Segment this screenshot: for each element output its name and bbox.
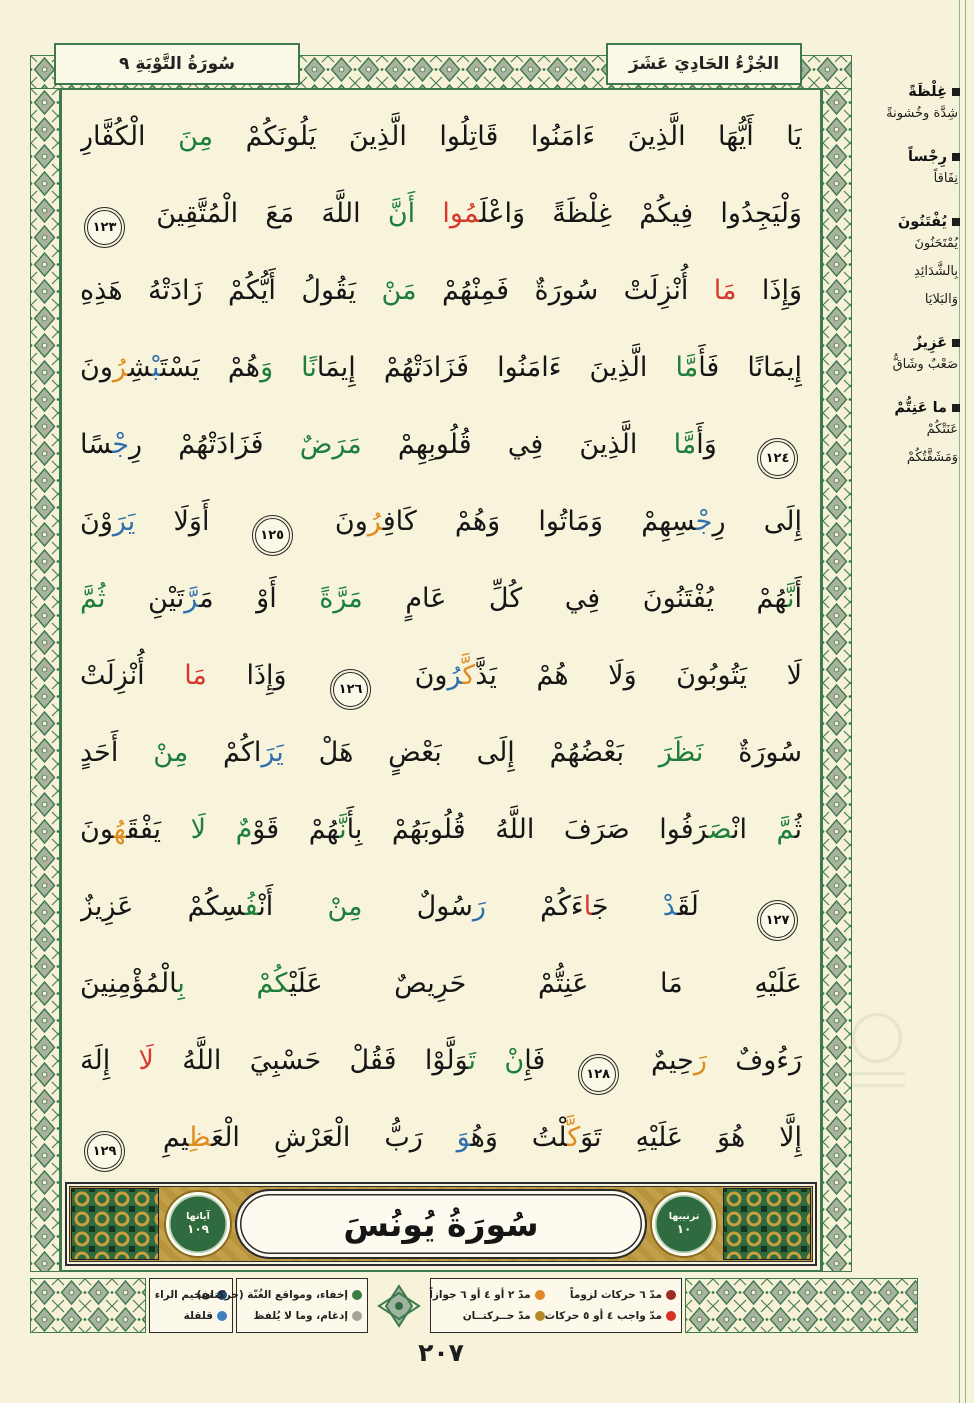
quran-word-segment: رَءُوفٌ <box>706 1045 802 1076</box>
quran-word-segment: مَنْ <box>381 275 417 306</box>
quran-word-segment: نًا وَ <box>260 352 317 383</box>
quran-word-segment: سًا <box>80 429 113 460</box>
quran-word-segment: هُمْ يُفْتَنُونَ فِي كُلِّ عَامٍ <box>362 583 787 614</box>
order-value: ١٠ <box>676 1222 692 1237</box>
page-number: ٢٠٧ <box>418 1338 464 1367</box>
ayah-end-marker: ١٢٧ <box>760 903 795 938</box>
gloss-meaning: عَنَتْكُمْ <box>926 421 958 437</box>
quran-word-segment: مِنْ <box>153 737 189 768</box>
quran-word-segment: وْنَ <box>80 506 113 537</box>
legend-label: تفخيم الراء <box>154 1289 213 1302</box>
quran-word-segment: حِيمٌ <box>622 1045 694 1076</box>
quran-word-segment: هُمْ قَوْ <box>252 814 340 845</box>
gloss-word: غِلْظَةً <box>858 84 960 100</box>
juz-name-label: الجُزْءُ الحَادِيَ عَشَرَ <box>628 54 780 74</box>
quran-word-segment: ا <box>583 891 592 922</box>
quran-word-segment: فُ <box>244 891 259 922</box>
legend-border-pattern-left <box>30 1278 146 1333</box>
quran-word-segment: وَإِذَا <box>206 660 327 691</box>
quran-word-segment: مٌ لَا <box>190 814 253 845</box>
quran-word-segment: وَلَّوْا فَقُلْ حَسْبِيَ اللَّهُ <box>153 1045 469 1076</box>
tajweed-legend <box>30 1278 918 1333</box>
quran-word-segment: ثُ <box>794 814 802 845</box>
quran-word-segment: سِهِمْ وَمَاتُوا وَهُمْ كَافِ <box>382 506 696 537</box>
square-bullet-icon <box>952 339 960 347</box>
quran-word-segment: إِلَّا هُوَ عَلَيْهِ تَوَ <box>580 1122 802 1153</box>
quran-word-segment: لَقَ <box>676 891 754 922</box>
banner-knot-right <box>723 1188 811 1260</box>
gloss-meaning: نِفَاقاً <box>933 170 958 186</box>
quran-word-segment: كَّ <box>462 660 476 691</box>
page-edge-line <box>959 0 966 1403</box>
gloss-meaning: يُمْتَحَنُونَ <box>914 235 958 251</box>
legend-item <box>545 1310 676 1322</box>
legend-color-dot <box>352 1311 362 1321</box>
quran-word-segment: سِكُمْ عَزِيزٌ <box>80 891 245 922</box>
quran-word-segment: مَرَضٌ <box>299 429 362 460</box>
quran-word-segment: رَبُّ الْعَرْشِ الْعَ <box>211 1122 457 1153</box>
quran-line <box>80 175 802 252</box>
quran-word-segment: رُ <box>112 352 128 383</box>
gloss-word: رِجْساً <box>858 149 960 165</box>
quran-word-segment: صَ <box>708 814 732 845</box>
legend-border-pattern-right <box>685 1278 918 1333</box>
quran-word-segment: رَ <box>472 891 486 922</box>
surah-title-cartouche <box>235 1189 647 1259</box>
quran-word-segment: نَّ <box>786 583 795 614</box>
quran-word-segment: يَرَ <box>112 506 136 537</box>
ayat-count-label: آياتها <box>186 1210 210 1222</box>
quran-word-segment: الْكُفَّارِ <box>80 121 179 152</box>
quran-word-segment: رَّ <box>184 583 200 614</box>
gloss-meaning: وَمَشَقَّتُكُمْ <box>906 449 958 465</box>
quran-word-segment: مِنَ <box>178 121 214 152</box>
legend-box-madd <box>430 1278 682 1333</box>
quran-word-segment: مَا <box>184 660 207 691</box>
ayah-end-marker: ١٢٩ <box>87 1134 122 1169</box>
legend-label: مدّ ٦ حركات لزوماً <box>569 1289 662 1302</box>
quran-word-segment: عَلَيْهِ مَا عَنِتُّمْ حَرِيصٌ عَلَيْ <box>289 968 802 999</box>
quran-word-segment: أَوْ مَ <box>199 583 320 614</box>
surah-banner <box>65 1182 817 1266</box>
quran-word-segment: انْ <box>731 814 777 845</box>
ayah-end-marker: ١٢٨ <box>581 1057 616 1092</box>
surah-name-box <box>54 43 300 85</box>
gloss-entry <box>858 84 960 128</box>
quran-word-segment: إِلَهَ <box>80 1045 139 1076</box>
quran-word-segment: وَ <box>456 1122 471 1153</box>
quran-word-segment: فَإِ <box>524 1045 574 1076</box>
quran-word-segment: يَرَ <box>261 737 284 768</box>
quran-line <box>80 637 802 714</box>
quran-word-segment: مِنْ <box>327 891 363 922</box>
quran-word-segment: سُورَةٌ <box>703 737 802 768</box>
quran-word-segment: دْ <box>662 891 677 922</box>
quran-word-segment: مُوا <box>442 198 480 229</box>
quran-line <box>80 252 802 329</box>
quran-word-segment: أَنْ <box>258 891 328 922</box>
legend-ornament <box>371 1278 427 1333</box>
quran-word-segment: ونَ <box>375 660 448 691</box>
quran-word-segment: أَوَلَا <box>135 506 248 537</box>
gloss-entry <box>858 335 960 379</box>
quran-word-segment: كَّ <box>567 1122 581 1153</box>
square-bullet-icon <box>952 88 960 96</box>
legend-color-dot <box>666 1311 676 1321</box>
quran-word-segment: إِلَى رِ <box>712 506 802 537</box>
quran-word-segment: مَّ <box>776 814 795 845</box>
surah-title: سُورَةُ يُونُسَ <box>343 1204 539 1244</box>
quran-word-segment: هُ <box>113 814 127 845</box>
juz-name-box <box>606 43 802 85</box>
ayah-end-marker: ١٢٥ <box>255 518 290 553</box>
quran-word-segment: فَزَادَتْهُمْ رِ <box>129 429 300 460</box>
quran-word-segment: اللَّهَ مَعَ الْمُتَّقِينَ <box>129 198 388 229</box>
gloss-word: يُفْتَنُونَ <box>858 214 960 230</box>
quran-word-segment: رُ <box>447 660 463 691</box>
quran-word-segment: الَّذِينَ ءَامَنُوا فَزَادَتْهُمْ إِيمَا <box>316 352 676 383</box>
quran-line <box>80 483 802 560</box>
quran-line <box>80 329 802 406</box>
quran-word-segment: جْ <box>695 506 713 537</box>
legend-label: قلقلة <box>183 1309 213 1322</box>
margin-glosses <box>858 84 960 493</box>
quran-word-segment: رَ <box>693 1045 707 1076</box>
quran-word-segment: نْ تَ <box>468 1045 525 1076</box>
quran-lines <box>80 98 802 1176</box>
ayat-count-medallion <box>163 1184 233 1264</box>
quran-word-segment: مَّا <box>675 352 699 383</box>
quran-word-segment: بْ <box>151 352 161 383</box>
gloss-entry <box>858 400 960 472</box>
quran-line <box>80 1099 802 1176</box>
quran-word-segment: بَعْضُهُمْ إِلَى بَعْضٍ هَلْ <box>283 737 659 768</box>
quran-word-segment: ظِ <box>189 1122 212 1153</box>
legend-box-tafkheem <box>149 1278 233 1333</box>
quran-word-segment: مَا <box>713 275 737 306</box>
quran-word-segment: رَفُوا صَرَفَ اللَّهُ قُلُوبَهُمْ بِأَ <box>346 814 709 845</box>
legend-label: إدغام، وما لا يُلفظ <box>253 1309 348 1322</box>
quran-word-segment: اكُمْ <box>188 737 262 768</box>
quran-word-segment: يَقُولُ أَيُّكُمْ زَادَتْهُ هَذِهِ <box>80 275 382 306</box>
ayah-end-marker: ١٢٣ <box>87 210 122 245</box>
quran-word-segment: رُ <box>367 506 383 537</box>
show-through-ghost <box>845 1005 909 1105</box>
ayah-end-marker: ١٢٤ <box>760 441 795 476</box>
quran-line <box>80 406 802 483</box>
gloss-word: عَزِيزٌ <box>858 335 960 351</box>
quran-word-segment: هُمْ يَسْتَ <box>160 352 261 383</box>
quran-word-segment: شِ <box>127 352 152 383</box>
order-label: ترتيبها <box>668 1210 700 1222</box>
quran-word-segment <box>415 198 442 229</box>
quran-word-segment: ونَ <box>80 814 114 845</box>
square-bullet-icon <box>952 153 960 161</box>
quran-word-segment: تَيْنِ <box>105 583 185 614</box>
quran-word-segment: أُنْزِلَتْ سُورَةٌ فَمِنْهُمْ <box>416 275 714 306</box>
legend-label: إخفاء، ومواقع الغُنّة (حركتان) <box>196 1289 348 1302</box>
surah-name-label: سُورَةُ التَّوْبَةِ ٩ <box>119 54 235 74</box>
quran-word-segment: لَا <box>138 1045 154 1076</box>
ayat-count-value: ١٠٩ <box>187 1222 209 1237</box>
quran-line <box>80 945 802 1022</box>
quran-line <box>80 98 802 175</box>
banner-knot-left <box>71 1188 159 1260</box>
quran-word-segment: وَإِذَا <box>736 275 802 306</box>
gloss-entry <box>858 214 960 314</box>
legend-item <box>197 1289 362 1301</box>
gloss-word: ما عَنِتُّمْ <box>858 400 960 416</box>
legend-color-dot <box>666 1290 676 1300</box>
quran-word-segment: وَلْيَجِدُوا فِيكُمْ غِلْظَةً وَاعْلَ <box>479 198 802 229</box>
quran-text-area <box>60 88 822 1272</box>
quran-word-segment: أَنَّ <box>387 198 416 229</box>
quran-word-segment: ءَكُمْ <box>485 891 584 922</box>
legend-item <box>545 1289 676 1301</box>
legend-label: مدّ حــركتــان <box>462 1309 531 1322</box>
quran-word-segment: أَ <box>794 583 802 614</box>
quran-word-segment: نَظَرَ <box>658 737 704 768</box>
quran-word-segment: إِيمَانًا فَأَ <box>698 352 802 383</box>
quran-word-segment: جْ <box>112 429 130 460</box>
quran-word-segment: كُمْ بِ <box>177 968 290 999</box>
border-pattern-left <box>30 88 60 1272</box>
legend-color-dot <box>352 1290 362 1300</box>
legend-item <box>197 1310 362 1322</box>
quran-word-segment: وَأَ <box>696 429 753 460</box>
quran-word-segment: جَ <box>591 891 663 922</box>
legend-label: مدّ واجب ٤ أو ٥ حركات <box>544 1309 662 1322</box>
gloss-meaning: صَعْبٌ وشَاقٌّ <box>892 356 958 372</box>
order-medallion <box>649 1184 719 1264</box>
legend-color-dot <box>535 1290 545 1300</box>
quran-word-segment: ونَ <box>296 506 368 537</box>
quran-word-segment: مَّا <box>673 429 697 460</box>
gloss-meaning: بِالشَّدَائِدِ <box>913 263 958 279</box>
quran-word-segment: يَا أَيُّهَا الَّذِينَ ءَامَنُوا قَاتِلُوا الَّذِينَ يَلُونَكُمْ <box>213 121 802 152</box>
quran-word-segment: أَحَدٍ <box>80 737 154 768</box>
square-bullet-icon <box>952 404 960 412</box>
quran-word-segment: يَفْقَ <box>126 814 191 845</box>
quran-line <box>80 868 802 945</box>
legend-item <box>429 1310 544 1322</box>
page-frame <box>30 55 852 1272</box>
quran-line <box>80 791 802 868</box>
legend-item <box>429 1289 544 1301</box>
quran-word-segment: لْتُ وَهُ <box>470 1122 568 1153</box>
square-bullet-icon <box>952 218 960 226</box>
gloss-meaning: شِدَّة وخُشونةً <box>886 106 958 121</box>
quran-word-segment: لَا يَتُوبُونَ وَلَا هُمْ يَذَّ <box>475 660 802 691</box>
quran-line <box>80 1022 802 1099</box>
quran-word-segment: نَّ <box>339 814 347 845</box>
quran-word-segment: ونَ <box>80 352 113 383</box>
quran-line <box>80 560 802 637</box>
quran-word-segment: أُنْزِلَتْ <box>80 660 185 691</box>
ayah-end-marker: ١٢٦ <box>333 672 368 707</box>
quran-word-segment: يمِ <box>129 1122 190 1153</box>
quran-word-segment: الَّذِينَ فِي قُلُوبِهِمْ <box>361 429 674 460</box>
quran-word-segment: سُولٌ <box>362 891 473 922</box>
quran-word-segment: الْمُؤْمِنِينَ <box>80 968 178 999</box>
quran-word-segment: ثُمَّ <box>80 583 106 614</box>
gloss-entry <box>858 149 960 193</box>
quran-word-segment: مَرَّةً <box>319 583 363 614</box>
quran-line <box>80 714 802 791</box>
legend-label: مدّ ٢ أو ٤ أو ٦ جوازاً <box>429 1289 531 1302</box>
gloss-meaning: وَالبَلايَا <box>924 291 958 307</box>
legend-color-dot <box>535 1311 545 1321</box>
